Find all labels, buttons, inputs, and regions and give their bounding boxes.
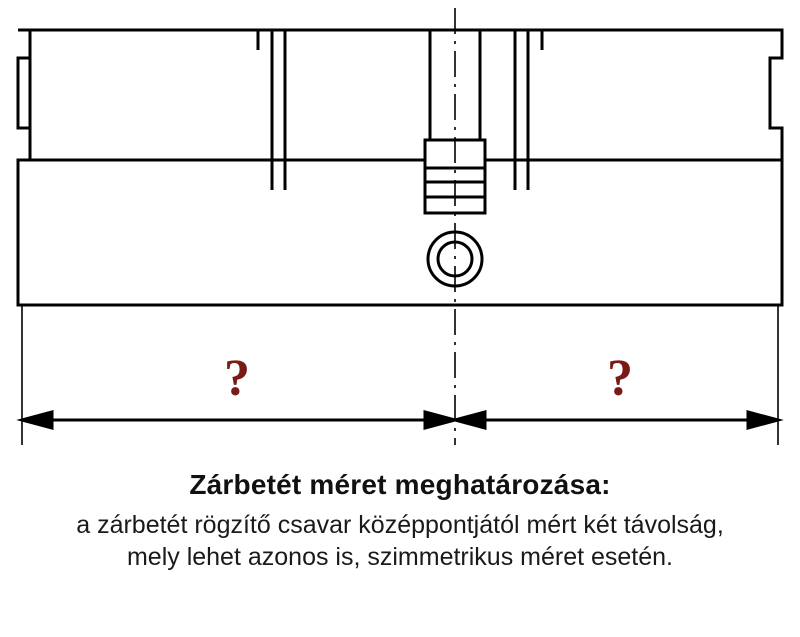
right-arrow-head [748, 412, 778, 428]
caption-line-2: mely lehet azonos is, szimmetrikus méret esetén. [126, 543, 674, 571]
caption-title: Zárbetét méret meghatározása: [189, 469, 611, 500]
right-measure-label: ? [607, 350, 633, 407]
right-arrow-head-inner [455, 412, 485, 428]
caption-line-1: a zárbetét rögzítő csavar középpontjától mért két távolság, [76, 511, 724, 539]
caption-body [30, 509, 770, 573]
cylinder-body-outline [18, 30, 782, 305]
left-arrow-head [22, 412, 52, 428]
left-measure-label: ? [224, 350, 250, 407]
caption-block [0, 455, 800, 573]
